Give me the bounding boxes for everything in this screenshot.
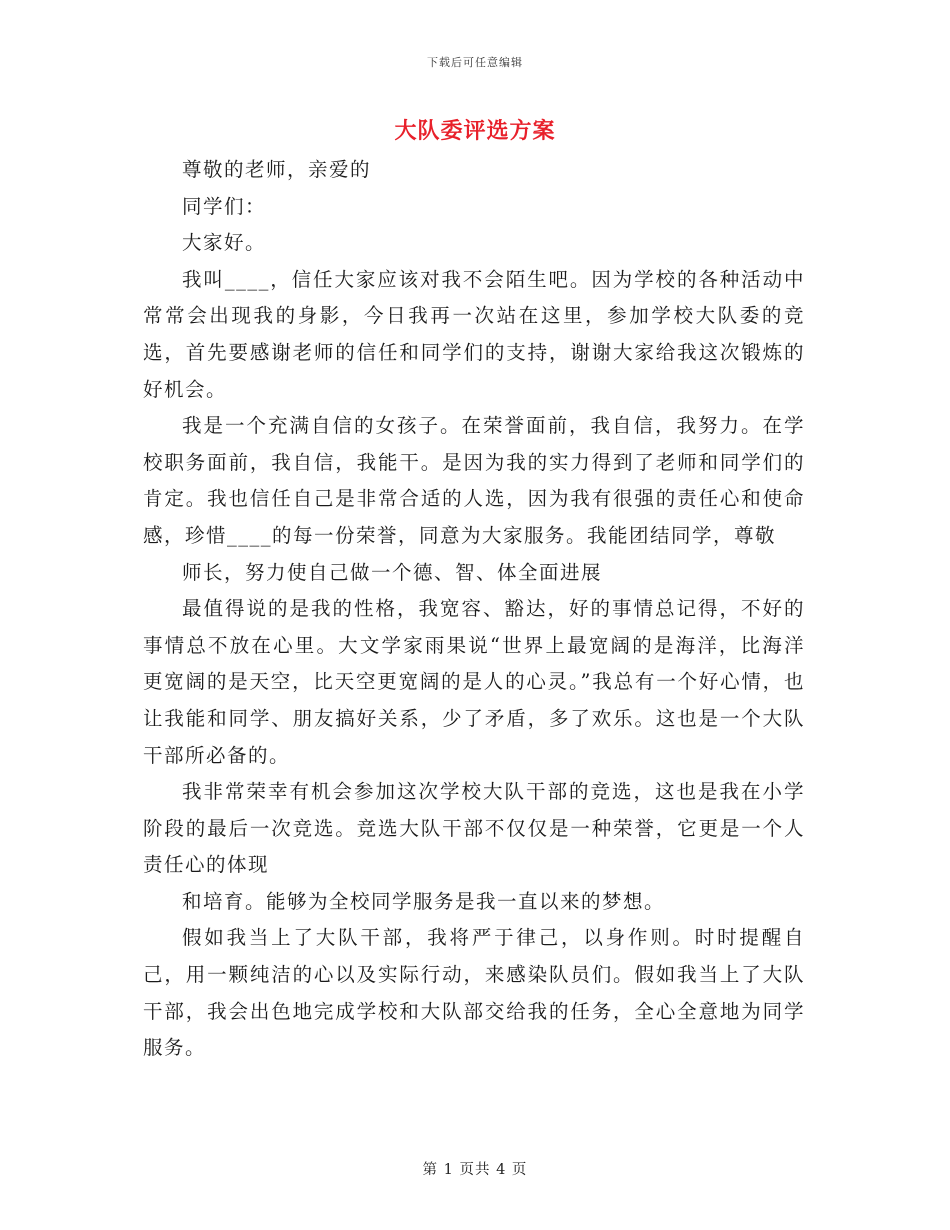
paragraph-greeting-1: 尊敬的老师，亲爱的	[182, 158, 372, 181]
paragraph-intro: 我叫____，信任大家应该对我不会陌生吧。因为学校的各种活动中常常会出现我的身影，今日我再一次站在这里，参加学校大队委的竞选，首先要感谢老师的信任和同学们的支持，谢谢大家给我这次锻炼的好机会。	[143, 267, 805, 401]
paragraph-personality: 最值得说的是我的性格，我宽容、豁达，好的事情总记得，不好的事情总不放在心里。大文学家雨果说“世界上最宽阔的是海洋，比海洋更宽阔的是天空，比天空更宽阔的是人的心灵。”我总有一个好心情，也让我能和同学、朋友搞好关系，少了矛盾，多了欢乐。这也是一个大队干部所必备的。	[143, 597, 805, 767]
paragraph-development: 师长，努力使自己做一个德、智、体全面进展	[182, 560, 603, 584]
paragraph-confidence: 我是一个充满自信的女孩子。在荣誉面前，我自信，我努力。在学校职务面前，我自信，我能干。是因为我的实力得到了老师和同学们的肯定。我也信任自己是非常合适的人选，因为我有很强的责任心和使命感，珍惜____的每一份荣誉，同意为大家服务。我能团结同学，尊敬	[143, 414, 805, 547]
paragraph-honor: 我非常荣幸有机会参加这次学校大队干部的竞选，这也是我在小学阶段的最后一次竞选。竞选大队干部不仅仅是一种荣誉，它更是一个人责任心的体现	[143, 780, 805, 877]
page-number: 第 1 页共 4 页	[422, 1162, 528, 1178]
document-title: 大队委评选方案	[394, 118, 556, 144]
paragraph-hello: 大家好。	[182, 231, 267, 255]
paragraph-promise: 假如我当上了大队干部，我将严于律己，以身作则。时时提醒自己，用一颗纯洁的心以及实际行动，来感染队员们。假如我当上了大队干部，我会出色地完成学校和大队部交给我的任务，全心全意地为同学服务。	[143, 926, 805, 1060]
paragraph-greeting-2: 同学们：	[182, 194, 267, 218]
header-note: 下载后可任意编辑	[427, 56, 523, 69]
paragraph-dream: 和培育。能够为全校同学服务是我一直以来的梦想。	[182, 889, 666, 913]
document-body	[143, 152, 805, 1067]
